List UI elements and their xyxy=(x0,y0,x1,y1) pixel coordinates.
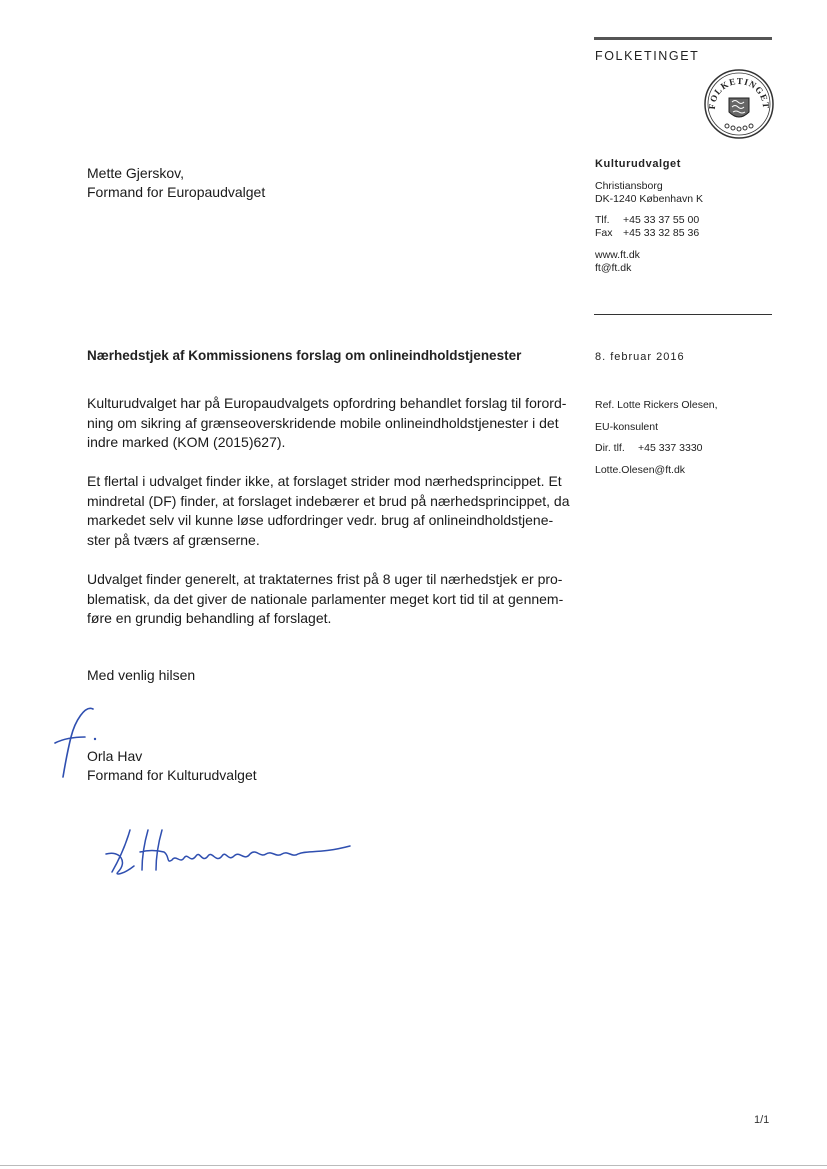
paragraph-line: ster på tværs af grænserne. xyxy=(87,531,260,548)
recipient-role: Formand for Europaudvalget xyxy=(87,183,266,200)
direct-phone-value: +45 337 3330 xyxy=(638,442,703,454)
header-top-rule xyxy=(594,37,772,40)
paragraph-line: mindretal (DF) finder, at forslaget indebærer et brud på nærhedsprincippet, da xyxy=(87,492,570,509)
reference-line: Ref. Lotte Rickers Olesen, xyxy=(595,399,718,411)
paragraph-line: Et flertal i udvalget finder ikke, at forslaget strider mod nærhedsprincippet. Et xyxy=(87,473,562,489)
closing-line: Med venlig hilsen xyxy=(87,667,196,683)
phone-value: +45 33 37 55 00 xyxy=(623,214,700,226)
recipient-name: Mette Gjerskov, xyxy=(87,165,184,181)
handwritten-signature-image xyxy=(100,824,370,884)
paragraph-line: ning om sikring af grænseoverskridende mobile onlineindholdstjenester i det xyxy=(87,414,559,431)
page-bottom-edge xyxy=(0,1165,827,1166)
body-paragraph-3 xyxy=(87,570,567,629)
svg-text:FOLKETINGET: FOLKETINGET xyxy=(706,75,772,110)
letter-subject: Nærhedstjek af Kommissionens forslag om onlineindholdstjenester xyxy=(87,348,522,363)
reference-title: EU-konsulent xyxy=(595,420,659,433)
address-line-1: Christiansborg xyxy=(595,180,663,192)
paragraph-line: Kulturudvalget har på Europaudvalgets opfordring behandlet forslag til forord- xyxy=(87,395,567,411)
org-name: FOLKETINGET xyxy=(595,49,700,63)
website-link[interactable]: www.ft.dk xyxy=(595,249,640,261)
folketinget-seal-icon xyxy=(703,68,775,140)
body-paragraph-2 xyxy=(87,472,570,550)
letter-date: 8. februar 2016 xyxy=(595,351,685,363)
signer-name: Orla Hav xyxy=(87,748,143,764)
paragraph-line: føre en grundig behandling af forslaget. xyxy=(87,610,332,627)
signer-block xyxy=(87,747,257,784)
reference-block xyxy=(595,395,718,481)
paragraph-line: Udvalget finder generelt, at traktaternes frist på 8 uger til nærhedstjek er pro- xyxy=(87,571,563,587)
phone-line xyxy=(595,214,699,227)
signer-role: Formand for Kulturudvalget xyxy=(87,766,257,783)
fax-line xyxy=(595,227,699,240)
address-line-2: DK-1240 København K xyxy=(595,193,703,205)
page-number: 1/1 xyxy=(754,1114,770,1126)
sender-phone-block xyxy=(595,214,699,240)
paragraph-line: indre marked (KOM (2015)627). xyxy=(87,434,286,451)
sender-web-block xyxy=(595,249,640,275)
direct-phone-label: Dir. tlf. xyxy=(595,442,625,454)
body-paragraph-1 xyxy=(87,394,567,453)
direct-phone-line xyxy=(595,438,718,460)
header-divider xyxy=(594,314,772,315)
fax-label: Fax xyxy=(595,227,613,239)
sender-email-link[interactable]: ft@ft.dk xyxy=(595,262,632,274)
sender-committee: Kulturudvalget xyxy=(595,158,682,170)
sender-address xyxy=(595,180,703,206)
paragraph-line: blematisk, da det giver de nationale parlamenter meget kort tid til at gennem- xyxy=(87,590,564,607)
recipient-block xyxy=(87,164,265,201)
phone-label: Tlf. xyxy=(595,214,610,226)
paragraph-line: markedet selv vil kunne løse udfordringer vedr. brug af onlineindholdstjene- xyxy=(87,512,554,529)
fax-value: +45 33 32 85 36 xyxy=(623,227,700,239)
reference-email-link[interactable]: Lotte.Olesen@ft.dk xyxy=(595,463,686,476)
